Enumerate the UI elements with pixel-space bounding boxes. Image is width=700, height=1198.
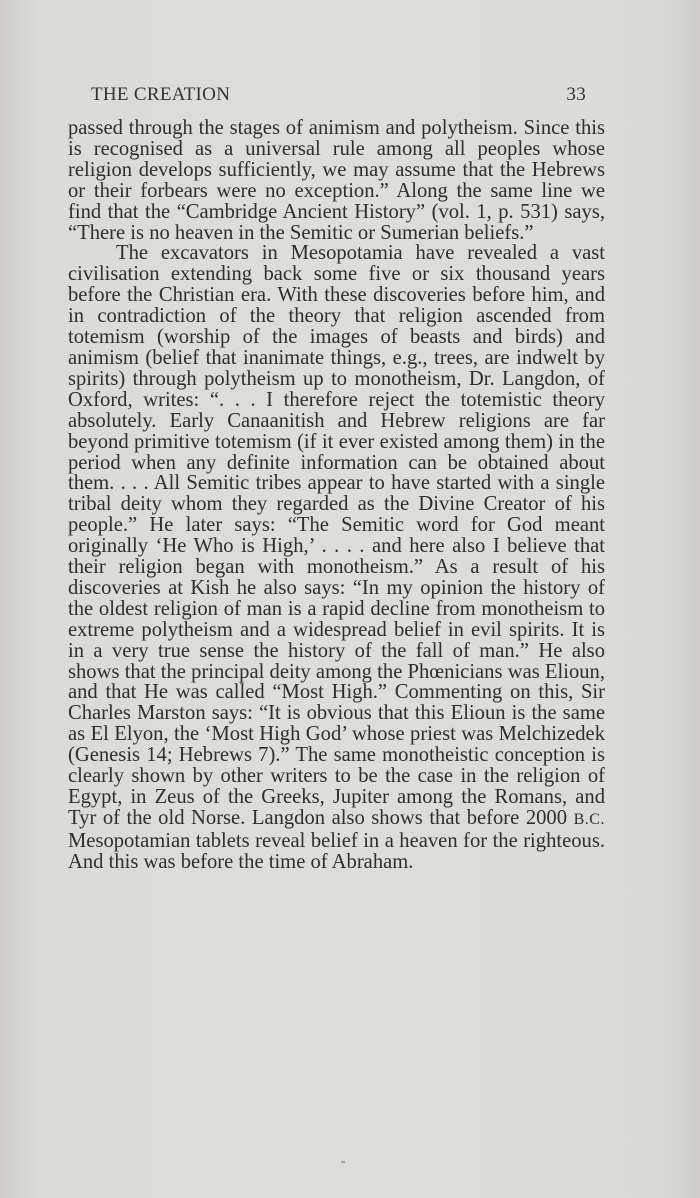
footer-mark: " — [341, 1160, 346, 1171]
body-text — [68, 118, 605, 873]
running-header — [91, 84, 586, 108]
running-title: THE CREATION — [91, 84, 231, 105]
era-abbreviation: B.C. — [573, 810, 605, 828]
paragraph-2 — [68, 243, 605, 872]
paragraph-1: passed through the stages of animism and polytheism. Since this is recognised as a universal rule among all peoples whose religion develops sufficiently, we may assume that the Hebrews or their forbears were no exception.” Along the same line we find that the “Cambridge Ancient History” (vol. 1, p. 531) says, “There is no heaven in the Semitic or Sumerian beliefs.” — [68, 117, 605, 244]
paragraph-2-end: Mesopotamian tablets reveal belief in a heaven for the righteous. And this was before the time of Abraham. — [68, 829, 605, 873]
paragraph-2-main: The excavators in Mesopotamia have revealed a vast civilisation extending back some five or six thousand years before the Christian era. With these discoveries before him, and in contradiction of the theory that religion ascended from totemism (worship of the images of beasts and birds) and animism (belief that inanimate things, e.g., trees, are indwelt by spirits) through polytheism up to monotheism, Dr. Langdon, of Oxford, writes: “. . . I therefore reject the totemistic theory absolutely. Early Canaanitish and Hebrew religions are far beyond primitive totemism (if it ever existed among them) in the period when any definite information can be obtained about them. . . . All Semitic tribes appear to have started with a single tribal deity whom they regarded as the Divine Creator of his people.” He later says: “The Semitic word for God meant originally ‘He Who is High,’ . . . . and here also I believe that their religion began with monotheism.” As a result of his discoveries at Kish he also says: “In my opinion the history of the oldest religion of man is a rapid decline from monotheism to extreme polytheism and a widespread belief in evil spirits. It is in a very true sense the history of the fall of man.” He also shows that the principal deity among the Phœnicians was Elioun, and that He was called “Most High.” Commenting on this, Sir Charles Marston says: “It is obvious that this Elioun is the same as El Elyon, the ‘Most High God’ whose priest was Melchizedek (Genesis 14; Hebrews 7).” The same monotheistic conception is clearly shown by other writers to be the case in the religion of Egypt, in Zeus of the Greeks, Jupiter among the Romans, and Tyr of the old Norse. Langdon also shows that before 2000 — [68, 242, 605, 829]
page-number: 33 — [566, 84, 586, 105]
